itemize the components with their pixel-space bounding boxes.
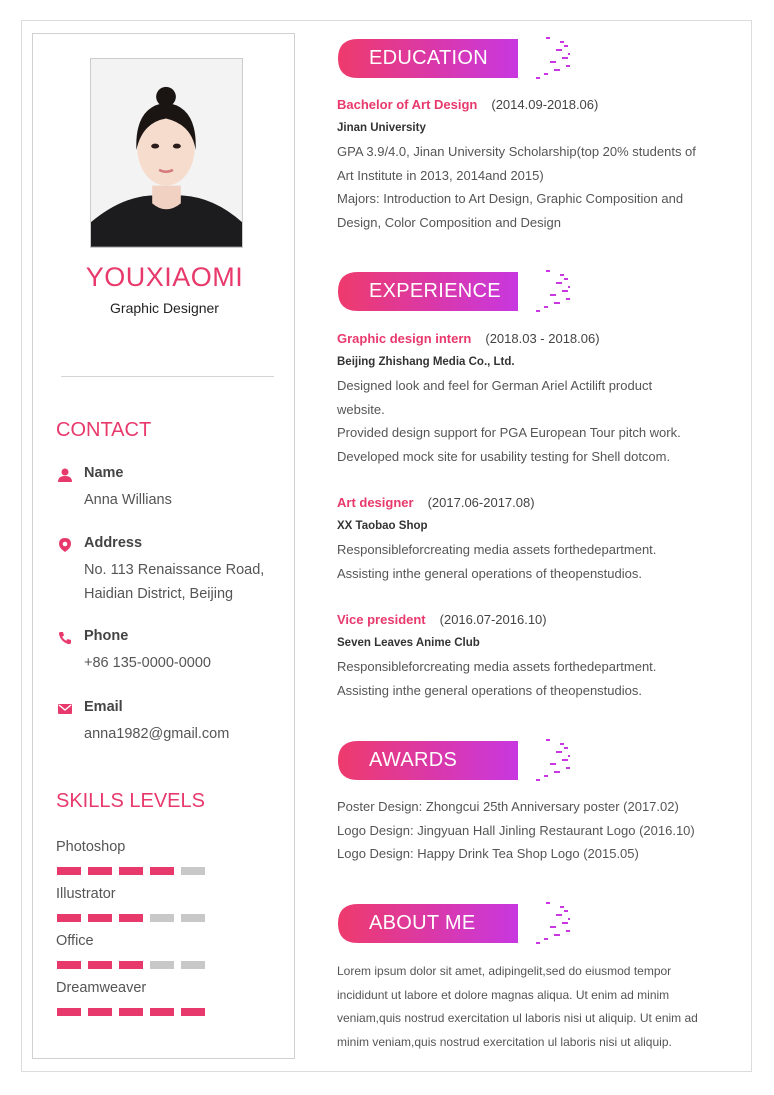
job-line: Designed look and feel for German Ariel Actilift product — [337, 378, 653, 393]
profile-photo — [90, 58, 243, 248]
education-banner — [336, 36, 572, 81]
contact-email-label: Email — [84, 699, 123, 715]
job-title: Vice president — [337, 612, 426, 627]
skill-bar-empty — [181, 914, 205, 922]
degree-dates: (2014.09-2018.06) — [491, 97, 599, 112]
skill-bar-filled — [57, 867, 81, 875]
job-title: Graphic design intern — [337, 331, 472, 346]
sidebar-divider — [61, 376, 274, 377]
about-line: minim veniam,quis nostrud exercitation ul laboris nisi ut aliquip. — [337, 1034, 672, 1049]
skill-bar-filled — [88, 961, 112, 969]
skills-heading: SKILLS LEVELS — [56, 790, 205, 812]
contact-name-label: Name — [84, 465, 124, 481]
about-text — [337, 960, 723, 1054]
about-heading: ABOUT ME — [369, 912, 476, 934]
job-company: XX Taobao Shop — [337, 519, 428, 532]
job-title: Art designer — [337, 495, 414, 510]
school-name: Jinan University — [337, 121, 426, 134]
education-line: GPA 3.9/4.0, Jinan University Scholarship(top 20% students of — [337, 144, 696, 159]
job-details — [337, 374, 723, 468]
skill-bar-empty — [150, 914, 174, 922]
job-line: Assisting inthe general operations of theopenstudios. — [337, 565, 642, 581]
contact-name-value: Anna Willians — [84, 492, 172, 508]
job-details — [337, 538, 723, 585]
experience-entry — [337, 491, 723, 585]
education-line: Majors: Introduction to Art Design, Graphic Composition and — [337, 191, 684, 206]
education-entry — [337, 93, 723, 234]
sidebar — [32, 33, 295, 1059]
job-line: Responsibleforcreating media assets forthedepartment. — [337, 542, 657, 557]
education-details — [337, 140, 723, 234]
job-line: Responsibleforcreating media assets forthedepartment. — [337, 659, 657, 674]
skill-bar-filled — [57, 1008, 81, 1016]
location-pin-icon — [58, 538, 72, 552]
skill-office — [56, 933, 256, 949]
job-line: website. — [337, 401, 385, 417]
skill-bar-filled — [88, 1008, 112, 1016]
job-dates: (2018.03 - 2018.06) — [485, 331, 600, 346]
skill-bar-filled — [119, 961, 143, 969]
phone-icon — [58, 631, 72, 645]
skill-label: Dreamweaver — [56, 980, 147, 996]
skill-bar-filled — [88, 914, 112, 922]
contact-heading: CONTACT — [56, 419, 152, 441]
award-item: Logo Design: Jingyuan Hall Jinling Restaurant Logo (2016.10) — [337, 822, 695, 838]
contact-address-label: Address — [84, 535, 143, 551]
contact-address-value — [84, 558, 294, 606]
skill-label: Illustrator — [56, 886, 116, 902]
skill-bar-filled — [57, 961, 81, 969]
job-dates: (2017.06-2017.08) — [427, 495, 535, 510]
award-item: Logo Design: Happy Drink Tea Shop Logo (2015.05) — [337, 846, 639, 861]
job-company: Seven Leaves Anime Club — [337, 636, 480, 649]
contact-phone-value: +86 135-0000-0000 — [84, 655, 211, 671]
about-line: Lorem ipsum dolor sit amet, adipingelit,sed do eiusmod tempor — [337, 964, 672, 978]
skill-photoshop — [56, 839, 256, 855]
degree-title: Bachelor of Art Design — [337, 97, 478, 112]
contact-phone-label: Phone — [84, 628, 129, 644]
skill-bar-filled — [119, 1008, 143, 1016]
award-item: Poster Design: Zhongcui 25th Anniversary poster (2017.02) — [337, 799, 679, 814]
person-icon — [58, 468, 72, 482]
skill-bar-filled — [57, 914, 81, 922]
about-banner — [336, 901, 572, 946]
address-line-2: Haidian District, Beijing — [84, 586, 234, 602]
profile-name: YOUXIAOMI — [85, 262, 244, 292]
awards-heading: AWARDS — [369, 749, 458, 771]
education-line: Design, Color Composition and Design — [337, 214, 562, 230]
experience-entry — [337, 327, 723, 468]
awards-list — [337, 795, 723, 866]
experience-entry — [337, 608, 723, 702]
contact-email-value[interactable]: anna1982@gmail.com — [84, 726, 230, 742]
job-line: Assisting inthe general operations of theopenstudios. — [337, 682, 642, 698]
skill-bar-filled — [150, 867, 174, 875]
about-line: incididunt ut labore et dolore magnas aliqua. Ut enim ad minim — [337, 987, 670, 1002]
education-heading: EDUCATION — [369, 47, 488, 69]
skill-bar-filled — [119, 867, 143, 875]
skill-label: Photoshop — [56, 839, 126, 855]
skill-bar-filled — [88, 867, 112, 875]
skill-bar-filled — [181, 1008, 205, 1016]
skill-bar-empty — [150, 961, 174, 969]
job-details — [337, 655, 723, 702]
job-dates: (2016.07-2016.10) — [439, 612, 547, 627]
education-line: Art Institute in 2013, 2014and 2015) — [337, 167, 544, 183]
job-line: Developed mock site for usability testing for Shell dotcom. — [337, 448, 671, 464]
awards-banner — [336, 738, 572, 783]
mail-icon — [58, 702, 72, 716]
skill-bar-filled — [119, 914, 143, 922]
skill-bar-empty — [181, 867, 205, 875]
job-line: Provided design support for PGA European Tour pitch work. — [337, 425, 681, 440]
job-company: Beijing Zhishang Media Co., Ltd. — [337, 355, 515, 368]
skill-dreamweaver — [56, 980, 256, 996]
address-line-1: No. 113 Renaissance Road, — [84, 562, 265, 578]
about-line: veniam,quis nostrud exercitation ul laboris nisi ut aliquip. Ut enim ad — [337, 1011, 698, 1025]
skill-bar-empty — [181, 961, 205, 969]
skill-label: Office — [56, 933, 94, 949]
profile-title: Graphic Designer — [110, 300, 219, 316]
experience-banner — [336, 269, 572, 314]
experience-heading: EXPERIENCE — [369, 280, 501, 302]
skill-bar-filled — [150, 1008, 174, 1016]
skill-illustrator — [56, 886, 256, 902]
